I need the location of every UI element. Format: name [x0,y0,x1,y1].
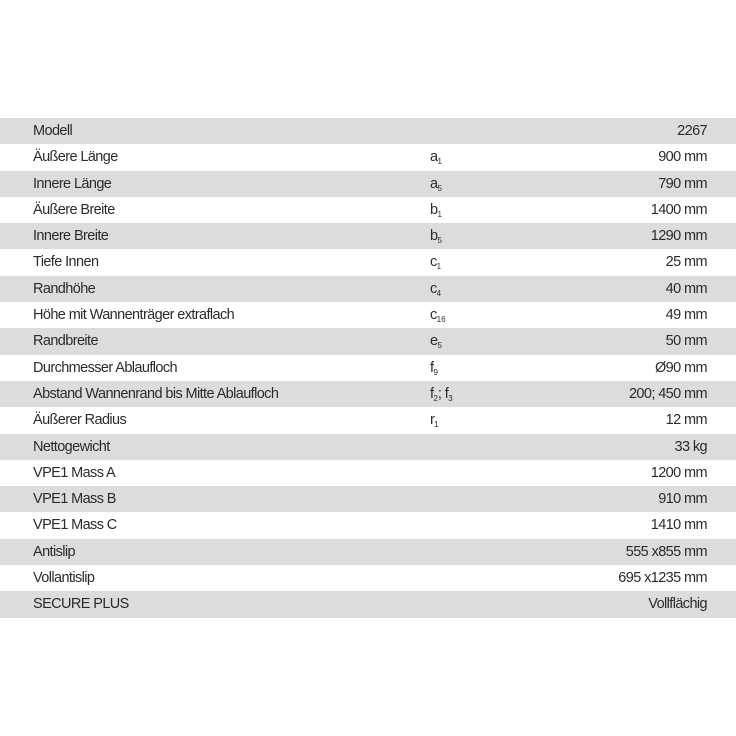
table-row [0,512,736,538]
table-row [0,118,736,144]
row-value: Ø90 mm [655,359,707,376]
row-label: Tiefe Innen [33,254,99,271]
table-row [0,197,736,223]
table-row [0,276,736,302]
symbol-subscript: 5 [437,341,442,351]
table-row [0,302,736,328]
table-row [0,249,736,275]
symbol-letter: a [430,175,438,192]
symbol-letter: e [430,333,438,350]
symbol-letter: c [430,280,437,297]
row-label: Nettogewicht [33,438,110,455]
symbol-subscript: 1 [437,157,442,167]
table-row [0,144,736,170]
row-value: 695 x1235 mm [618,570,707,587]
symbol-letter: c [430,254,437,271]
symbol-subscript: 2 [433,393,438,403]
row-value: 790 mm [658,175,707,192]
symbol-letter: b [430,201,438,218]
symbol-letter: a [430,149,438,166]
row-value: 1400 mm [650,201,707,218]
symbol-letter: c [430,307,437,324]
table-row [0,565,736,591]
row-value: Vollflächig [648,596,707,613]
row-value: 33 kg [674,438,707,455]
table-row [0,223,736,249]
row-value: 1200 mm [650,464,707,481]
symbol-letter: f [430,385,434,402]
table-row [0,407,736,433]
symbol-letter: f [430,359,434,376]
row-label: Innere Länge [33,175,112,192]
row-label: Äußere Länge [33,149,118,166]
row-label: Höhe mit Wannenträger extraflach [33,307,235,324]
row-label: Äußere Breite [33,201,115,218]
symbol-subscript: 1 [436,262,442,272]
table-row [0,355,736,381]
symbol-subscript: 5 [437,236,442,246]
row-value: 49 mm [665,307,707,324]
spec-table [0,118,736,618]
symbol-subscript: 1 [434,420,439,430]
row-label: Modell [33,123,73,139]
symbol-letter: r [430,412,435,429]
row-value: 2267 [677,123,707,139]
symbol-subscript: 5 [437,183,442,193]
row-label: Antislip [33,543,75,560]
row-value: 1410 mm [650,517,707,534]
row-label: Durchmesser Ablaufloch [33,359,177,376]
row-label: Randhöhe [33,280,96,297]
row-value: 555 x855 mm [625,543,707,560]
table-row [0,591,736,617]
row-value: 900 mm [658,149,707,166]
symbol-subscript: 1 [437,209,442,219]
row-label: Abstand Wannenrand bis Mitte Ablaufloch [33,385,279,402]
row-label: VPE1 Mass B [33,491,116,508]
symbol-subscript: 4 [436,288,442,298]
symbol-letter: b [430,228,438,245]
table-row [0,171,736,197]
table-row [0,381,736,407]
row-value: 50 mm [665,333,707,350]
row-label: SECURE PLUS [33,596,129,613]
row-value: 40 mm [665,280,707,297]
symbol-letter: ; f [437,385,449,402]
table-row [0,328,736,354]
row-value: 1290 mm [650,228,707,245]
table-row [0,460,736,486]
row-value: 25 mm [665,254,707,271]
symbol-subscript: 3 [448,393,453,403]
row-label: VPE1 Mass A [33,464,116,481]
row-label: Randbreite [33,333,98,350]
table-row [0,486,736,512]
row-value: 910 mm [658,491,707,508]
row-label: Vollantislip [33,570,95,587]
symbol-subscript: 16 [436,315,446,325]
table-row [0,539,736,565]
row-value: 12 mm [665,412,707,429]
symbol-subscript: 9 [433,367,438,377]
table-row [0,434,736,460]
row-label: Äußerer Radius [33,412,127,429]
row-label: VPE1 Mass C [33,517,117,534]
row-label: Innere Breite [33,228,109,245]
row-value: 200; 450 mm [628,385,707,402]
